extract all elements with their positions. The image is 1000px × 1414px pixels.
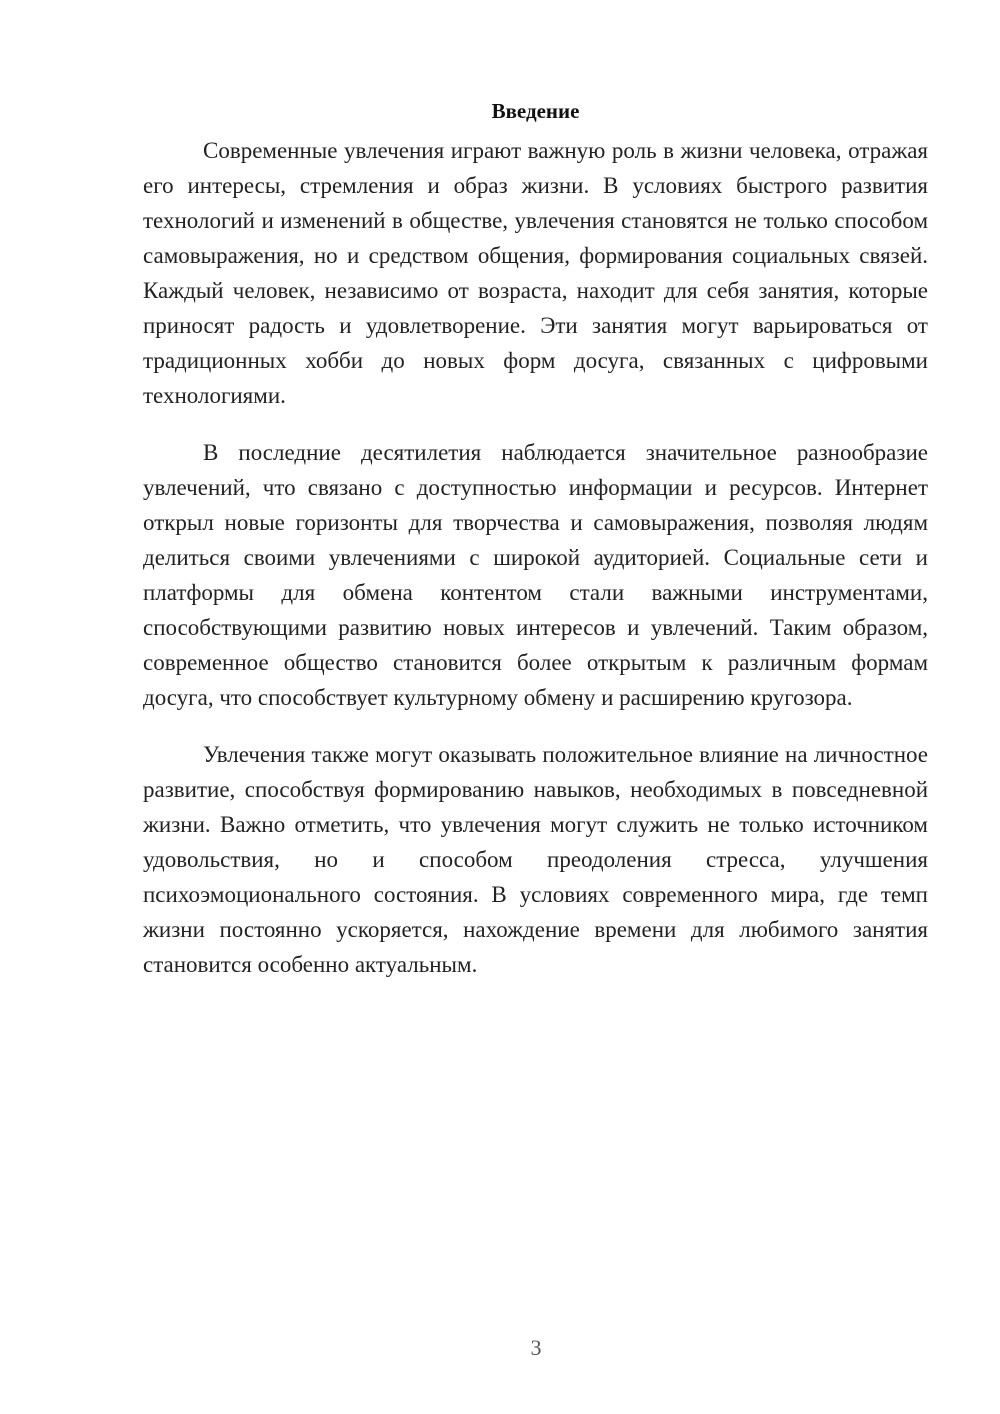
paragraph-2: В последние десятилетия наблюдается значительное разнообразие увлечений, что связано с доступностью информации и ресурсов. Интернет открыл новые горизонты для творчества и самовыражения, позволяя людям делиться своими увлечениями с широкой аудиторией. Социальные сети и платформы для обмена контентом стали важными инструментами, способствующими развитию новых интересов и увлечений. Таким образом, современное общество становится более открытым к различным формам досуга, что способствует культурному обмену и расширению кругозора. — [143, 440, 928, 710]
paragraph-3: Увлечения также могут оказывать положительное влияние на личностное развитие, способствуя формированию навыков, необходимых в повседневной жизни. Важно отметить, что увлечения могут служить не только источником удовольствия, но и способом преодоления стресса, улучшения психоэмоционального состояния. В условиях современного мира, где темп жизни постоянно ускоряется, нахождение времени для любимого занятия становится особенно актуальным. — [143, 742, 928, 977]
paragraph-1: Современные увлечения играют важную роль в жизни человека, отражая его интересы, стремления и образ жизни. В условиях быстрого развития технологий и изменений в обществе, увлечения становятся не только способом самовыражения, но и средством общения, формирования социальных связей. Каждый человек, независимо от возраста, находит для себя занятия, которые приносят радость и удовлетворение. Эти занятия могут варьироваться от традиционных хобби до новых форм досуга, связанных с цифровыми технологиями. — [143, 138, 928, 408]
page-number: 3 — [530, 1335, 542, 1360]
section-title: Введение — [491, 99, 580, 123]
page-content — [143, 96, 928, 982]
